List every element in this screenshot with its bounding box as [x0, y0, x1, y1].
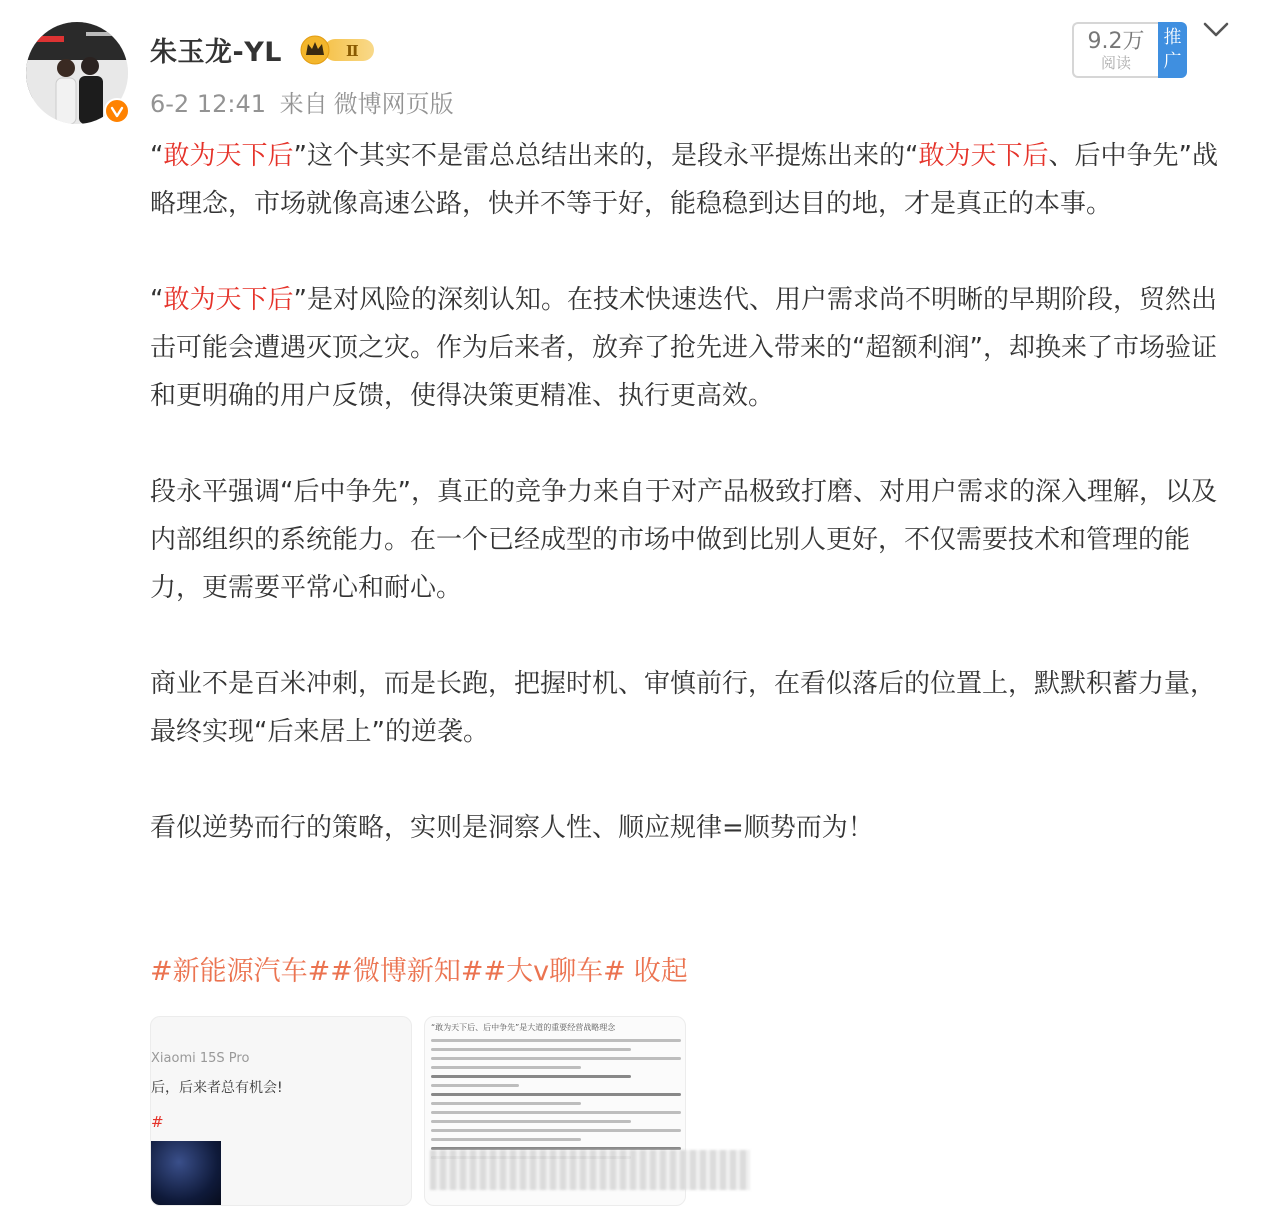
paragraph-text: 商业不是百米冲刺，而是长跑，把握时机、审慎前行，在看似落后的位置上，默默积蓄力量，最终实现“后来居上”的逆袭。	[150, 669, 1217, 747]
verified-icon	[104, 98, 130, 124]
highlight-text: 敢为天下后	[918, 141, 1049, 171]
paragraph-text: “	[150, 285, 164, 315]
thumbnail-hash: #	[151, 1113, 164, 1131]
paragraph-text: “	[150, 141, 164, 171]
post-paragraph	[150, 132, 1234, 228]
read-count: 9.2万	[1087, 29, 1145, 54]
thumbnail-subtitle: 后，后来者总有机会!	[151, 1080, 283, 1096]
read-count-box	[1072, 22, 1158, 78]
read-label: 阅读	[1100, 54, 1131, 72]
post-tags	[150, 948, 688, 996]
chevron-down-icon[interactable]	[1200, 18, 1232, 42]
paragraph-text: ”是对风险的深刻认知。在技术快速迭代、用户需求尚不明晰的早期阶段，贸然出击可能会遭遇灭顶之灾。作为后来者，放弃了抢先进入带来的“超额利润”，却换来了市场验证和更明确的用户反馈，使得决策更精准、执行更高效。	[150, 285, 1217, 411]
member-badge-icon[interactable]	[300, 35, 376, 65]
tag-link[interactable]: #微博新知#	[330, 956, 484, 987]
post-paragraph	[150, 804, 1234, 852]
paragraph-text: 、后中争先”战略理念，市场就像高速公路，快并不等于好，能稳稳到达目的地，才是真正的本事。	[150, 141, 1218, 219]
highlight-text: 敢为天下后	[163, 285, 294, 315]
image-thumbnail[interactable]	[150, 1016, 412, 1206]
watermark	[430, 1150, 750, 1190]
post-content	[150, 132, 1234, 900]
post-time[interactable]: 6-2 12:41	[150, 90, 266, 118]
tag-link[interactable]: #新能源汽车#	[150, 956, 331, 987]
article-text-preview	[431, 1023, 681, 1165]
source-prefix: 来自	[279, 90, 328, 118]
paragraph-text: 看似逆势而行的策略，实则是洞察人性、顺应规律=顺势而为！	[150, 813, 874, 843]
phone-image-icon	[151, 1141, 221, 1206]
paragraph-text: ”这个其实不是雷总总结出来的，是段永平提炼出来的“	[293, 141, 919, 171]
thumbnail-caption: “敢为天下后、后中争先”是大道的重要经营战略理念	[431, 1023, 616, 1032]
post-paragraph	[150, 660, 1234, 756]
collapse-link[interactable]: 收起	[633, 956, 688, 987]
author-name[interactable]: 朱玉龙-YL	[150, 37, 282, 68]
badge-level: Ⅱ	[346, 42, 359, 60]
post-paragraph	[150, 468, 1234, 612]
post-paragraph	[150, 276, 1234, 420]
post-source: 微博网页版	[333, 90, 454, 118]
promote-button[interactable]: 推广	[1158, 22, 1187, 78]
paragraph-text: 段永平强调“后中争先”，真正的竞争力来自于对产品极致打磨、对用户需求的深入理解，以及内部组织的系统能力。在一个已经成型的市场中做到比别人更好，不仅需要技术和管理的能力，更需要平常心和耐心。	[150, 477, 1217, 603]
highlight-text: 敢为天下后	[163, 141, 294, 171]
thumbnail-title: Xiaomi 15S Pro	[151, 1051, 250, 1066]
tag-link[interactable]: #大v聊车#	[483, 956, 626, 987]
post-meta	[150, 84, 460, 119]
